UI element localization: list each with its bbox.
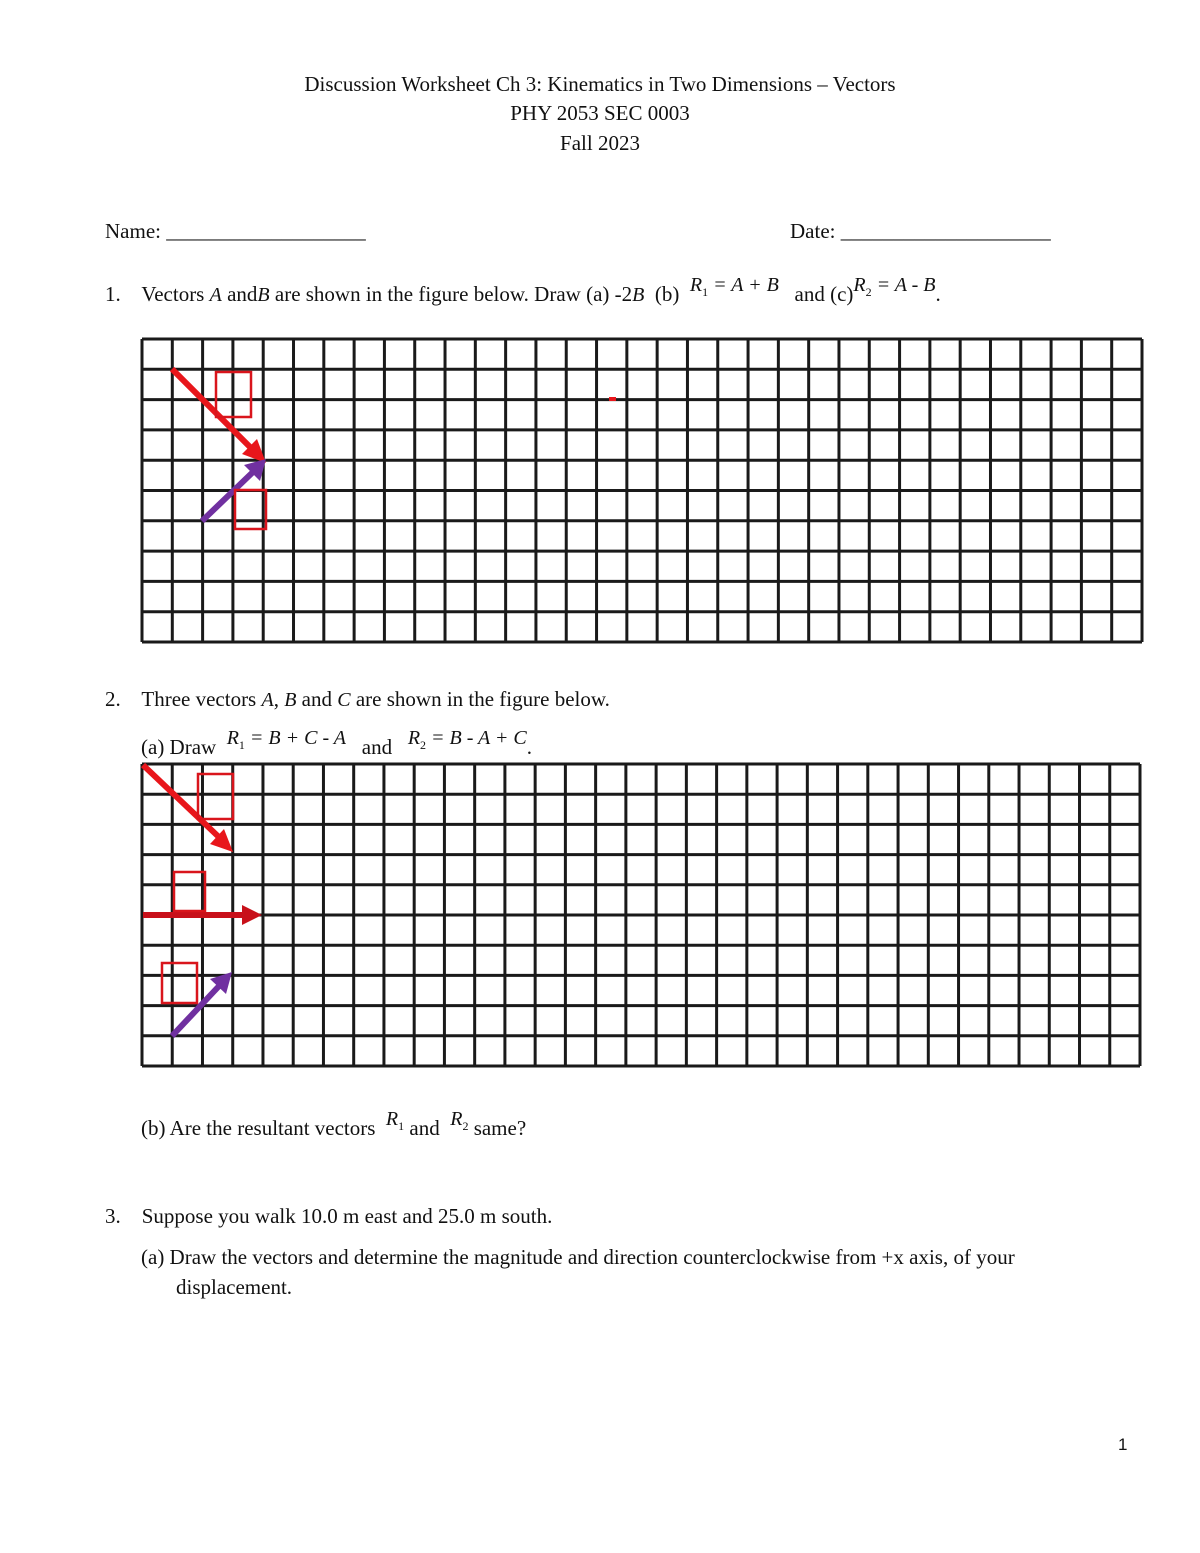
term: Fall 2023 [560,131,640,155]
q2b-end: same? [473,1116,527,1140]
q2b-r1: $R_1$ [385,1108,405,1133]
vector-a-arrow-2 [143,765,233,852]
q1-r1: $R_1 = A + B$ [689,274,779,299]
course-code: PHY 2053 SEC 0003 [510,101,690,125]
grid-2-lines [142,764,1140,1066]
worksheet-title: Discussion Worksheet Ch 3: Kinematics in Two Dimensions – Vectors [304,72,896,96]
label-box-c-2[interactable] [162,963,197,1003]
q1-vector-b-2: B [632,284,645,306]
date-field[interactable]: Date: ____________________ [790,219,1051,243]
q2-vector-b: B [284,689,297,711]
question-3a-line-2: displacement. [176,1275,293,1299]
q2a-and: and [361,735,393,759]
q2-text-1: Three vectors [141,687,257,711]
grid-figure-2 [140,762,1144,1070]
q2a-r1: $R_1 = B + C - A$ [226,727,346,752]
q1-vector-a: A [209,284,222,306]
red-mark [609,397,616,401]
q1-text-3: are shown in the figure below. Draw (a) -2 [274,282,633,306]
q1-number: 1. [105,282,121,306]
grid-1-lines [142,339,1142,642]
q2b-label: (b) Are the resultant vectors [141,1116,376,1140]
q2a-label: (a) Draw [141,735,217,759]
question-1: 1. Vectors A andB are shown in the figure below. Draw (a) -2B (b) $R_1 = A + B$ and $(c)R_2 = A - B$. [105,274,941,306]
q1-text-5: and (c) [794,282,854,306]
q2b-r2: $R_2$ [450,1108,469,1133]
q1-text-1: Vectors [141,282,205,306]
q3-number: 3. [105,1204,121,1228]
q2-number: 2. [105,687,121,711]
q3-text: Suppose you walk 10.0 m east and 25.0 m south. [141,1204,553,1228]
question-2b [141,1108,527,1144]
q2-text-2: are shown in the figure below. [355,687,610,711]
label-box-b-1[interactable] [235,490,266,529]
q1-text-2: and [227,282,258,306]
grid-figure-1 [140,337,1144,645]
question-2: 2. Three vectors A, B and C are shown in the figure below. [105,687,610,711]
question-3 [105,1204,552,1229]
page-number: 1 [1118,1435,1128,1454]
q2-and: and [301,687,332,711]
question-2a: (a) Draw $R_1 = B + C - A$ and $R_2 = B - A + C$. [141,727,532,759]
q2b-and: and [409,1116,440,1140]
q1-r2: $R_2 = A - B$ [853,274,936,299]
q1-text-4: (b) [654,282,680,306]
label-box-b-2[interactable] [174,872,205,911]
question-3a-line-1: (a) Draw the vectors and determine the magnitude and direction counterclockwise from +x axis, of your [141,1245,1015,1269]
q2-vector-a: A [261,689,274,711]
q1-vector-b: B [257,284,270,306]
name-field[interactable]: Name: ___________________ [105,219,366,243]
q2-vector-c: C [337,689,351,711]
q2a-r2: $R_2 = B - A + C$ [407,727,527,752]
